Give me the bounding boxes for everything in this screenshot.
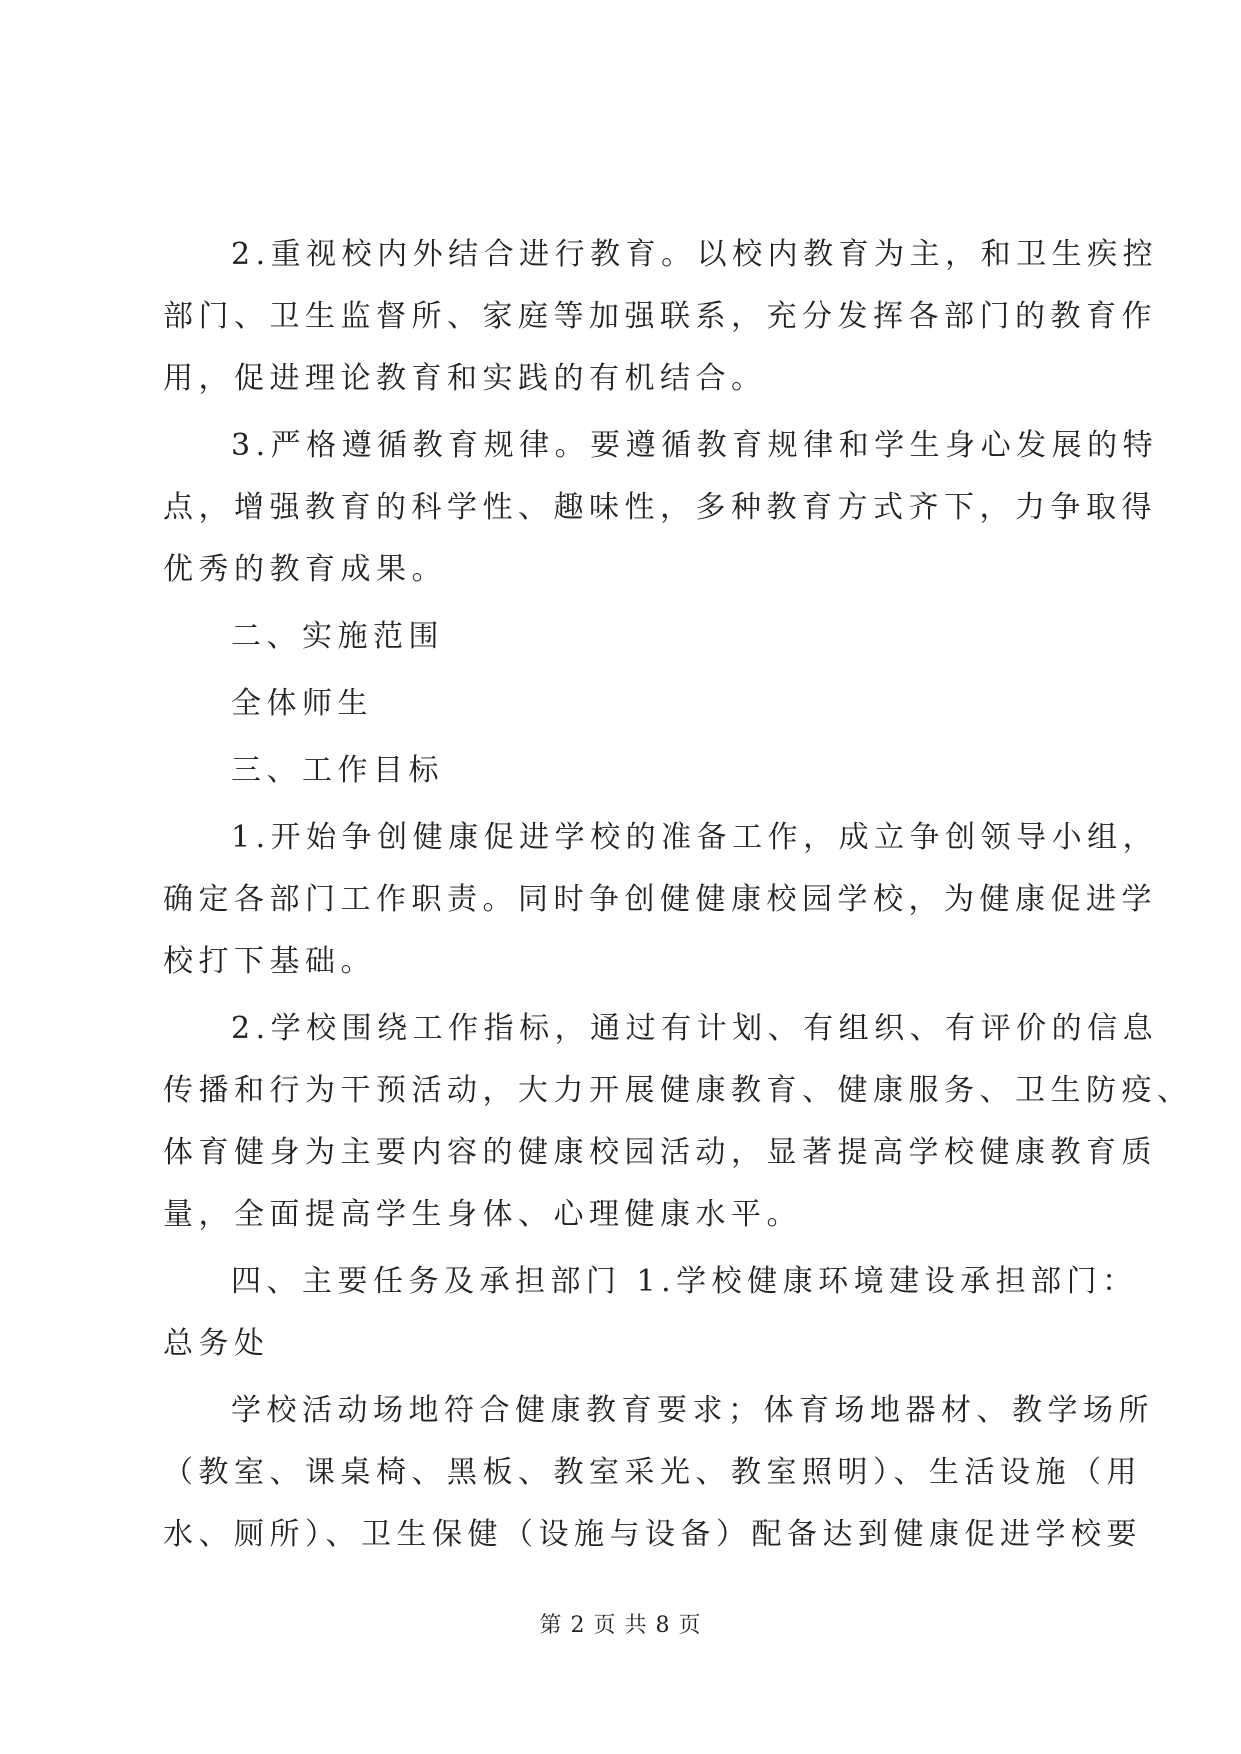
paragraph bbox=[163, 673, 1083, 735]
page-footer: 第 2 页 共 8 页 bbox=[539, 1613, 702, 1638]
paragraph bbox=[163, 740, 1083, 802]
text-line: 2.学校围绕工作指标，通过有计划、有组织、有评价的信息 bbox=[231, 1011, 1159, 1046]
text-line: 二、实施范围 bbox=[231, 619, 444, 654]
paragraph bbox=[163, 606, 1083, 668]
text-line: 点，增强教育的科学性、趣味性，多种教育方式齐下，力争取得 bbox=[163, 490, 1157, 525]
paragraph bbox=[163, 1380, 1154, 1566]
text-line: 3.严格遵循教育规律。要遵循教育规律和学生身心发展的特 bbox=[231, 428, 1159, 463]
document-body bbox=[163, 224, 1193, 1566]
text-line: 1.开始争创健康促进学校的准备工作，成立争创领导小组， bbox=[231, 820, 1159, 855]
text-line: 校打下基础。 bbox=[163, 944, 376, 979]
text-line: 学校活动场地符合健康教育要求；体育场地器材、教学场所 bbox=[231, 1393, 1154, 1428]
paragraph bbox=[163, 1251, 1138, 1375]
paragraph bbox=[163, 807, 1159, 993]
paragraph bbox=[163, 998, 1193, 1246]
text-line: 确定各部门工作职责。同时争创健健康校园学校，为健康促进学 bbox=[163, 882, 1157, 917]
text-line: 全体师生 bbox=[231, 686, 373, 721]
text-line: 优秀的教育成果。 bbox=[163, 552, 447, 587]
text-line: （教室、课桌椅、黑板、教室采光、教室照明）、生活设施（用 bbox=[163, 1455, 1142, 1490]
text-line: 三、工作目标 bbox=[231, 753, 444, 788]
text-line: 体育健身为主要内容的健康校园活动，显著提高学校健康教育质 bbox=[163, 1135, 1157, 1170]
paragraph bbox=[163, 224, 1159, 410]
text-line: 四、主要任务及承担部门 1.学校健康环境建设承担部门： bbox=[231, 1264, 1138, 1299]
text-line: 用，促进理论教育和实践的有机结合。 bbox=[163, 361, 767, 396]
text-line: 传播和行为干预活动，大力开展健康教育、健康服务、卫生防疫、 bbox=[163, 1073, 1193, 1108]
text-line: 量，全面提高学生身体、心理健康水平。 bbox=[163, 1197, 802, 1232]
text-line: 2.重视校内外结合进行教育。以校内教育为主，和卫生疾控 bbox=[231, 237, 1159, 272]
paragraph bbox=[163, 415, 1159, 601]
text-line: 部门、卫生监督所、家庭等加强联系，充分发挥各部门的教育作 bbox=[163, 299, 1157, 334]
text-line: 水、厕所）、卫生保健（设施与设备）配备达到健康促进学校要 bbox=[163, 1517, 1142, 1552]
text-line: 总务处 bbox=[163, 1326, 270, 1361]
